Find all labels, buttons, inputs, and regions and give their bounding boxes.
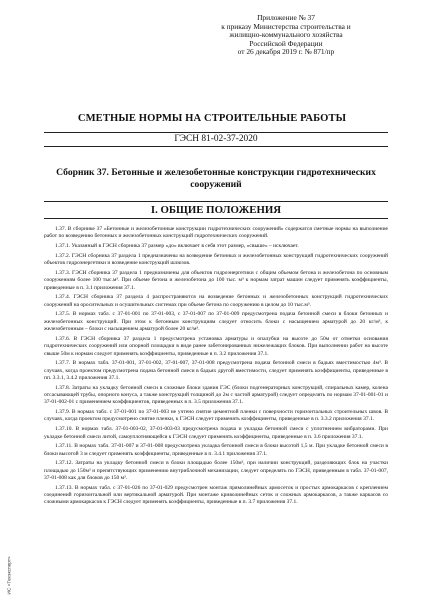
paragraph: 1.37. В сборнике 37 «Бетонные и железобетонные конструкции гидротехнических сооружений» содержатся сметные нормы на выполнение работ по возведению бетонных и железобетонных конструкций гидротехнических сооружений. bbox=[44, 226, 388, 240]
paragraph: 1.37.11. В нормах табл. 37-01-007 и 37-01-008 предусмотрена укладка бетонной смеси в блоки высотой 1,5 м. При укладке бетонной смеси в блоки высотой 3 м следует применять коэффициенты, приведенные в п. 3.4.1 приложения 37.1. bbox=[44, 443, 388, 457]
approval-block bbox=[206, 14, 366, 57]
paragraph: 1.37.12. Затраты на укладку бетонной смеси в блоки площадью более 150м², при наличии конструкций, разделяющих блок на участки площадью до 150м² и препятствующих применению внутриблочной механизации, следует определять по ГЭСН, приведенным в табл. 37-01-007, 37-01-008 как для блоков до 150 м². bbox=[44, 460, 388, 481]
approval-line: жилищно-коммунального хозяйства bbox=[229, 30, 343, 40]
side-stamp bbox=[6, 540, 14, 596]
paragraph: 1.37.7. В нормах табл. 37-01-001, 37-01-002, 37-01-007, 37-01-008 предусмотрена подача бетонной смеси в бадьях вместимостью 4м³. В случаях, когда проектом предусмотрена подача бетонной смеси в бадьях другой вместимости, следует применять коэффициенты, приведенные в пп. 3.3.1, 3.4.2 приложения 37.1. bbox=[44, 360, 388, 381]
paragraph: 1.37.8. Затраты на укладку бетонной смеси в сложные блоки здания ГЭС (блоки подгенераторных конструкций, спиральных камер, колена отсасывающей трубы, опорного конуса, а также конструкций толщиной до 2м с частой арматурой) следует определять по нормам 37-01-001-01 и 37-01-002-01 с применением коэффициентов, приведенных в п. 3.5 приложения 37.1. bbox=[44, 384, 388, 406]
paragraph: 1.37.6. В ГЭСН сборника 37 раздела 1 предусмотрена установка арматуры и опалубки на высоте до 50м от отметки основания гидротехнических сооружений или опорной площадки в виде ранее забетонированных нижележащих блоков. При выполнении работ на высоте свыше 50м к нормам следует применять коэффициенты, приведенные в п. 3.2 приложения 37.1. bbox=[44, 335, 388, 357]
approval-line: Российской Федерации bbox=[249, 38, 323, 48]
paragraph: 1.37.9. В нормах табл. с 37-01-001 по 37-01-003 не учтено снятие цементной пленки с поверхности горизонтальных строительных швов. В случаях, когда проектом предусмотрено снятие пленки, к ГЭСН следует применять коэффициенты, приведенные в п. 3.3.2 приложения 37.1. bbox=[44, 409, 388, 423]
side-stamp-text: ИС «Техэксперт» bbox=[7, 556, 13, 595]
paragraph: 1.37.10. В нормах табл. 37-01-003-02, 37-01-003-03 предусмотрена подача и укладка бетонной смеси с уплотнением вибраторами. При укладке бетонной смеси литой, самоуплотняющейся к ГЭСН следует применять коэффициенты, приведенные в п. 3.6 приложения 37.1. bbox=[44, 426, 388, 440]
paragraph: 1.37.3. ГЭСН сборника 37 раздела 1 предназначены для объектов гидроэнергетики с общим объемом бетона и железобетона по основным сооружениям более 100 тыс.м³. При объеме бетона и железобетона до 100 тыс. м³ к нормам затрат машин следует применять коэффициенты, приведенные в п. 3.1 приложения 37.1. bbox=[44, 269, 388, 291]
document-code: ГЭСН 81-02-37-2020 bbox=[44, 132, 388, 147]
paragraph: 1.37.4. ГЭСН сборника 37 раздела 4 распространяются на возведение бетонных и железобетонных конструкций гидротехнических сооружений на оросительных и осушительных системах при объеме бетона по сооружению в целом до 10 тыс.м³. bbox=[44, 294, 388, 308]
collection-title: Сборник 37. Бетонные и железобетонные конструкции гидротехнических сооружений bbox=[56, 167, 376, 190]
paragraph: 1.37.5. В нормах табл. с 37-01-001 по 37-01-003, с 37-01-007 по 37-01-009 предусмотрена подача бетонной смеси в блоки бетонных и железобетонных конструкций. При этом к бетонным конструкциям следует относить блоки с насыщением арматурой до 20 кг/м³, к железобетонным – блоки с насыщением арматурой более 20 кг/м³. bbox=[44, 311, 388, 333]
approval-line: Приложение № 37 bbox=[257, 13, 315, 22]
approval-line: от 26 декабря 2019 г. № 871/пр bbox=[237, 47, 335, 57]
paragraph: 1.37.13. В нормах табл. с 37-01-026 по 37-01-029 предусмотрен монтаж прямолинейных армосеток и простых армокаркасов с креплением соединений горизонтальной или вертикальной арматурой. При монтаже криволинейных сеток и сложных армокаркасов, а также каркасов со сложными армокаркасов к ГЭСН следует применять коэффициенты, приведенные в п. 3.7 приложения 37.1. bbox=[44, 484, 388, 506]
paragraph: 1.37.1. Указанный в ГЭСН сборника 37 размер «до» включает в себя этот размер, «свыше» – исключает. bbox=[55, 243, 299, 250]
document-title: СМЕТНЫЕ НОРМЫ НА СТРОИТЕЛЬНЫЕ РАБОТЫ bbox=[77, 113, 347, 124]
paragraph: 1.37.2. ГЭСН сборника 37 раздела 1 предназначены на возведение бетонных и железобетонных конструкций гидротехнических сооружений объектов гидроэнергетики и возведение конструкций шлюзов. bbox=[44, 252, 388, 267]
approval-line: к приказу Министерства строительства и bbox=[221, 21, 351, 31]
section-heading: I. ОБЩИЕ ПОЛОЖЕНИЯ bbox=[44, 201, 388, 219]
body-text bbox=[44, 226, 388, 509]
